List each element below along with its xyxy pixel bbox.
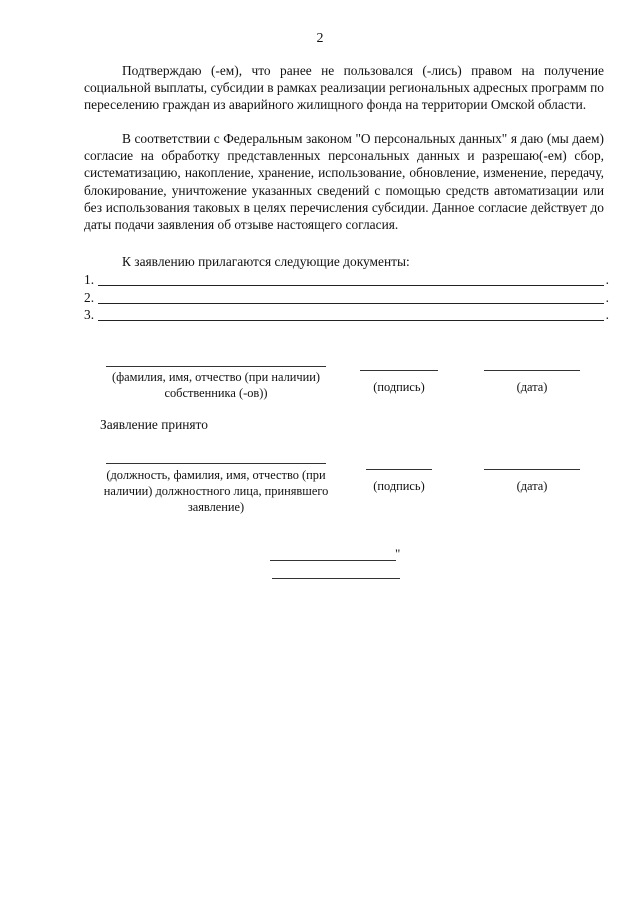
owner-signature-line <box>360 370 438 371</box>
owner-date-caption: (дата) <box>516 380 548 394</box>
application-accepted-label: Заявление принято <box>100 417 208 432</box>
attachment-blank-line <box>98 285 604 286</box>
acceptance-date-line <box>270 560 396 561</box>
attachment-number: 1. <box>84 272 95 287</box>
attachment-blank-line <box>98 320 604 321</box>
owner-name-line <box>106 366 326 367</box>
attachment-end: . <box>605 290 609 305</box>
attachment-row-3 <box>84 307 612 323</box>
attachments-intro: К заявлению прилагаются следующие документы: <box>122 254 410 269</box>
attachment-blank-line <box>98 303 604 304</box>
owner-name-caption: (фамилия, имя, отчество (при наличии) собственника (-ов)) <box>111 370 320 400</box>
attachment-row-1 <box>84 272 612 288</box>
confirmation-paragraph: Подтверждаю (-ем), что ранее не пользовался (-лись) правом на получение социальной выплаты, субсидии в рамках реализации региональных адресных программ по переселению граждан из аварийного жилищного фонда на территории Омской области. <box>84 63 605 113</box>
attachment-end: . <box>605 272 609 287</box>
owner-signature-caption: (подпись) <box>373 380 425 394</box>
official-date-line <box>484 469 580 470</box>
page-number: 2 <box>316 31 324 46</box>
acceptance-second-line <box>272 578 400 579</box>
attachment-end: . <box>605 307 609 322</box>
official-name-caption: (должность, фамилия, имя, отчество (при наличии) должностного лица, принявшего заявление) <box>103 468 329 514</box>
attachment-row-2 <box>84 290 612 306</box>
consent-paragraph: В соответствии с Федеральным законом "О персональных данных" я даю (мы даем) согласие на обработку представленных персональных данных и разрешаю(-ем) сбор, систематизацию, накопление, хранение, использование, обновление, изменение, передачу, блокирование, уничтожение указанных сведений с помощью средств автоматизации или без использования таковых в целях перечисления субсидии. Данное согласие действует до даты подачи заявления об отзыве настоящего согласия. <box>84 131 604 233</box>
official-signature-line <box>366 469 432 470</box>
closing-quote-mark: " <box>395 546 401 561</box>
official-date-caption: (дата) <box>516 479 548 493</box>
official-name-line <box>106 463 326 464</box>
attachment-number: 3. <box>84 307 95 322</box>
official-signature-caption: (подпись) <box>373 479 425 493</box>
attachment-number: 2. <box>84 290 95 305</box>
owner-date-line <box>484 370 580 371</box>
